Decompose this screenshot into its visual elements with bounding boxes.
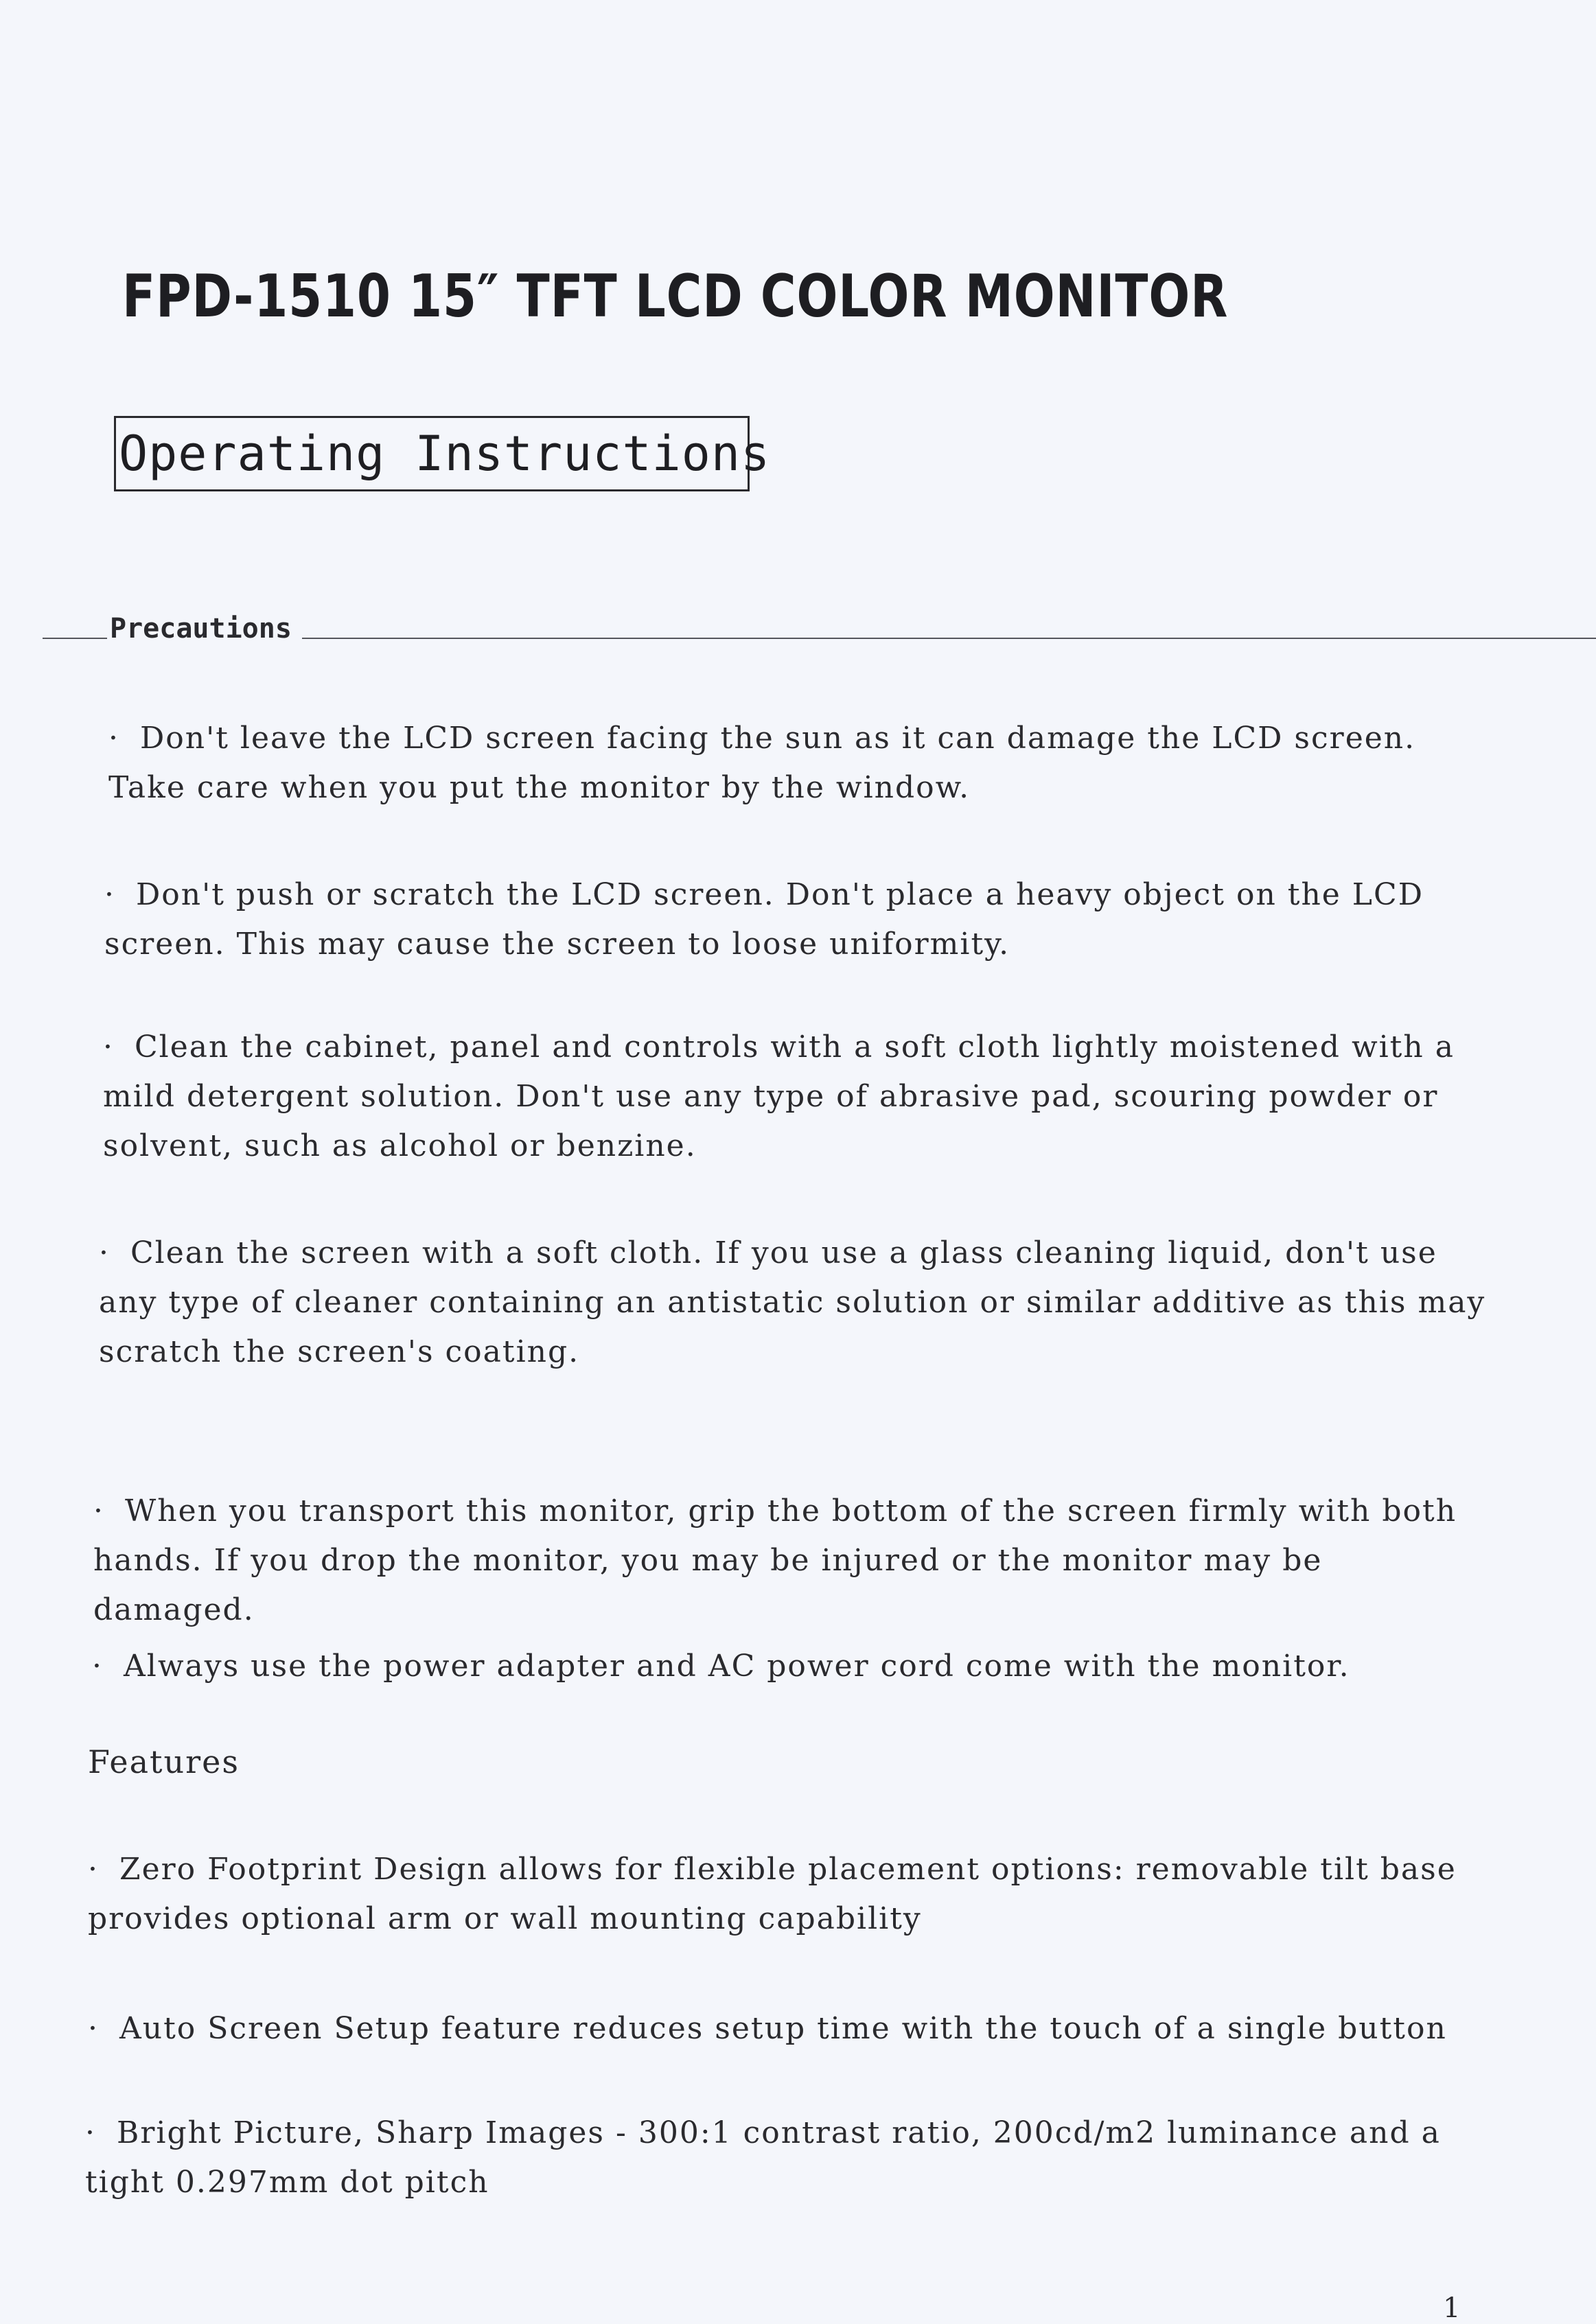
bullet-marker: · — [88, 1852, 99, 1887]
subtitle-box — [114, 416, 771, 491]
precaution-text: When you transport this monitor, grip the bottom of the screen firmly with both hands. If you drop the monitor, you may be injured or the monitor may be damaged. — [93, 1494, 1457, 1627]
precaution-item — [104, 870, 1488, 969]
feature-item — [88, 1845, 1472, 1944]
document-title: FPD-1510 15″ TFT LCD COLOR MONITOR — [122, 262, 1229, 331]
bullet-marker: · — [108, 721, 119, 756]
page-number: 1 — [1443, 2292, 1461, 2324]
features-heading: Features — [88, 1743, 240, 1780]
precaution-text: Clean the cabinet, panel and controls with a soft cloth lightly moistened with a mild detergent solution. Don't use any type of abrasive pad, scouring powder or solvent, such as alcohol or benzine. — [103, 1030, 1455, 1163]
section-rule-left — [43, 638, 107, 639]
bullet-marker: · — [88, 2011, 99, 2046]
precaution-item — [103, 1023, 1488, 1171]
section-rule-right — [302, 638, 1596, 639]
bullet-marker: · — [103, 1030, 114, 1065]
precautions-heading: Precautions — [110, 613, 292, 644]
precaution-text: Don't leave the LCD screen facing the sun as it can damage the LCD screen. Take care when you put the monitor by the window. — [108, 721, 1416, 805]
precaution-text: Don't push or scratch the LCD screen. Don't place a heavy object on the LCD screen. This may cause the screen to loose uniformity. — [104, 877, 1424, 962]
precaution-item — [93, 1487, 1477, 1635]
bullet-marker: · — [85, 2115, 96, 2150]
feature-text: Auto Screen Setup feature reduces setup time with the touch of a single button — [119, 2011, 1447, 2046]
bullet-marker: · — [99, 1235, 110, 1270]
document-subtitle: Operating Instructions — [119, 426, 771, 482]
precaution-item — [92, 1642, 1476, 1691]
precaution-item — [108, 714, 1488, 813]
feature-text: Zero Footprint Design allows for flexible placement options: removable tilt base provides optional arm or wall mounting capability — [88, 1852, 1457, 1936]
precaution-text: Clean the screen with a soft cloth. If you use a glass cleaning liquid, don't use any type of cleaner containing an antistatic solution or similar additive as this may scratch the screen's coating. — [99, 1235, 1486, 1369]
feature-text: Bright Picture, Sharp Images - 300:1 contrast ratio, 200cd/m2 luminance and a tight 0.297mm dot pitch — [85, 2115, 1441, 2200]
bullet-marker: · — [93, 1494, 104, 1529]
feature-item — [85, 2108, 1472, 2207]
feature-item — [88, 2004, 1472, 2054]
bullet-marker: · — [104, 877, 115, 912]
bullet-marker: · — [92, 1649, 103, 1684]
precaution-text: Always use the power adapter and AC power cord come with the monitor. — [124, 1649, 1350, 1684]
precaution-item — [99, 1229, 1488, 1377]
